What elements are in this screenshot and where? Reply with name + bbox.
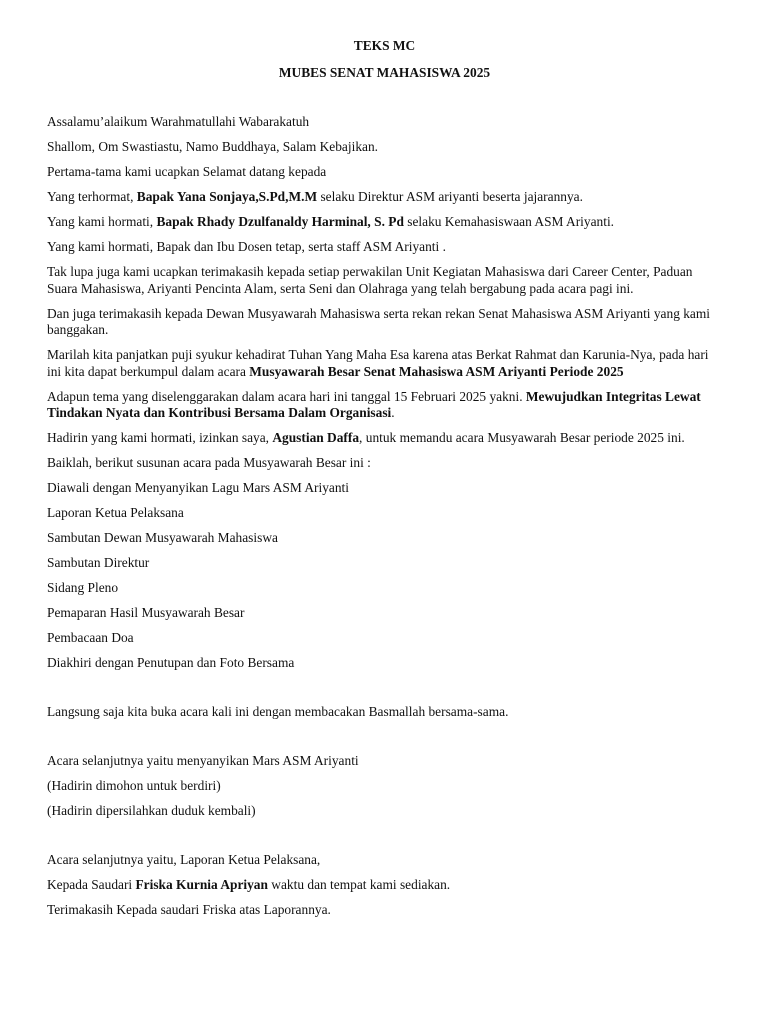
thanks-ukm-paragraph: Tak lupa juga kami ucapkan terimakasih kepada setiap perwakilan Unit Kegiatan Mahasiswa dari Career Center, Paduan Suara Mahasiswa, Ariyanti Pencinta Alam, serta Seni dan Olahraga yang telah bergabung pada acara pagi ini. bbox=[47, 264, 693, 296]
mc-intro-pre: Hadirin yang kami hormati, izinkan saya, bbox=[47, 430, 273, 445]
agenda-item: Diakhiri dengan Penutupan dan Foto Bersama bbox=[47, 655, 295, 670]
basmallah-paragraph: Langsung saja kita buka acara kali ini dengan membacakan Basmallah bersama-sama. bbox=[47, 704, 509, 719]
opening-paragraph: Pertama-tama kami ucapkan Selamat datang kepada bbox=[47, 164, 327, 179]
document-title: TEKS MC bbox=[353, 38, 416, 53]
respect-director-post: selaku Direktur ASM ariyanti beserta jajarannya. bbox=[317, 189, 583, 204]
respect-director-pre: Yang terhormat, bbox=[47, 189, 137, 204]
chairperson-name: Friska Kurnia Apriyan bbox=[135, 877, 268, 892]
agenda-item: Laporan Ketua Pelaksana bbox=[47, 505, 184, 520]
spacer bbox=[47, 828, 722, 852]
respect-dosen-paragraph: Yang kami hormati, Bapak dan Ibu Dosen tetap, serta staff ASM Ariyanti . bbox=[47, 239, 446, 254]
event-theme: Mewujudkan Integritas Lewat Tindakan Nyata dan Kontribusi Bersama Dalam Organisasi bbox=[47, 388, 701, 420]
kemahasiswaan-name: Bapak Rhady Dzulfanaldy Harminal, S. Pd bbox=[156, 214, 404, 229]
theme-post: . bbox=[391, 405, 395, 420]
report-invitation-paragraph bbox=[47, 877, 722, 894]
report-thanks-paragraph: Terimakasih Kepada saudari Friska atas Laporannya. bbox=[47, 902, 331, 917]
salam-interfaith-paragraph: Shallom, Om Swastiastu, Namo Buddhaya, Salam Kebajikan. bbox=[47, 139, 378, 154]
respect-kemahasiswaan-pre: Yang kami hormati, bbox=[47, 214, 157, 229]
salam-paragraph: Assalamu’alaikum Warahmatullahi Wabarakatuh bbox=[47, 114, 310, 129]
respect-kemahasiswaan-paragraph bbox=[47, 214, 722, 231]
report-invitation-post: waktu dan tempat kami sediakan. bbox=[267, 877, 451, 892]
mc-intro-post: , untuk memandu acara Musyawarah Besar periode 2025 ini. bbox=[359, 430, 685, 445]
agenda-item: Sidang Pleno bbox=[47, 580, 119, 595]
mc-intro-paragraph bbox=[47, 430, 722, 447]
director-name: Bapak Yana Sonjaya,S.Pd,M.M bbox=[136, 189, 318, 204]
stand-instruction: (Hadirin dimohon untuk berdiri) bbox=[47, 778, 221, 793]
agenda-item: Sambutan Dewan Musyawarah Mahasiswa bbox=[47, 530, 278, 545]
gratitude-paragraph bbox=[47, 347, 722, 380]
report-invitation-pre: Kepada Saudari bbox=[47, 877, 136, 892]
respect-kemahasiswaan-post: selaku Kemahasiswaan ASM Ariyanti. bbox=[403, 214, 615, 229]
thanks-dewan-paragraph: Dan juga terimakasih kepada Dewan Musyawarah Mahasiswa serta rekan rekan Senat Mahasiswa ASM Ariyanti yang kami banggakan. bbox=[47, 305, 711, 337]
respect-director-paragraph bbox=[47, 189, 722, 206]
theme-pre: Adapun tema yang diselenggarakan dalam acara hari ini tanggal 15 Februari 2025 yakni. bbox=[47, 388, 526, 404]
agenda-intro-paragraph: Baiklah, berikut susunan acara pada Musyawarah Besar ini : bbox=[47, 455, 371, 470]
agenda-item: Diawali dengan Menyanyikan Lagu Mars ASM Ariyanti bbox=[47, 480, 349, 495]
agenda-list bbox=[47, 480, 722, 672]
report-paragraph: Acara selanjutnya yaitu, Laporan Ketua Pelaksana, bbox=[47, 852, 321, 867]
theme-paragraph bbox=[47, 389, 722, 422]
spacer bbox=[47, 729, 722, 753]
mc-name: Agustian Daffa bbox=[272, 430, 360, 445]
mars-paragraph: Acara selanjutnya yaitu menyanyikan Mars ASM Ariyanti bbox=[47, 753, 359, 768]
agenda-item: Pemaparan Hasil Musyawarah Besar bbox=[47, 605, 245, 620]
agenda-item: Pembacaan Doa bbox=[47, 630, 134, 645]
document-subtitle: MUBES SENAT MAHASISWA 2025 bbox=[278, 64, 491, 80]
spacer bbox=[47, 680, 722, 704]
gratitude-pre: Marilah kita panjatkan puji syukur kehadirat Tuhan Yang Maha Esa karena atas Berkat Rahmat dan Karunia-Nya, pada hari ini kita dapat berkumpul dalam acara bbox=[47, 347, 709, 379]
sit-instruction: (Hadirin dipersilahkan duduk kembali) bbox=[47, 803, 256, 818]
agenda-item: Sambutan Direktur bbox=[47, 555, 150, 570]
event-name: Musyawarah Besar Senat Mahasiswa ASM Ariyanti Periode 2025 bbox=[249, 363, 624, 379]
